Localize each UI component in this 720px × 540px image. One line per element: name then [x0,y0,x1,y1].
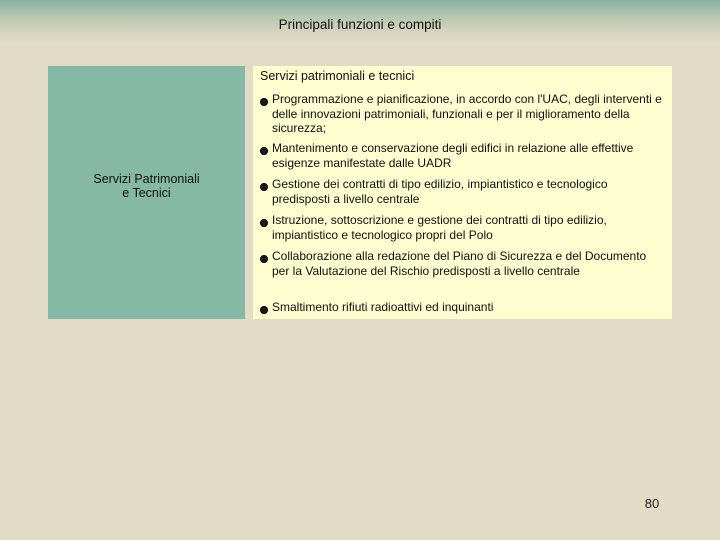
bullet-icon [260,147,268,155]
left-label-line1: Servizi Patrimoniali [93,172,200,186]
bullet-icon [260,219,268,227]
list-item [260,249,665,278]
bullet-icon [260,183,268,191]
list-item [260,177,665,206]
list-item [260,213,665,242]
bullet-icon [260,306,268,314]
left-label-line2: e Tecnici [122,186,171,200]
list-item-text: Collaborazione alla redazione del Piano di Sicurezza e del Documento per la Valutazione del Rischio predisposti a livello centrale [272,249,647,278]
page-number: 80 [644,496,660,511]
list-item [260,92,665,136]
list-item-text: Gestione dei contratti di tipo edilizio, impiantistico e tecnologico predisposti a livello centrale [272,177,608,206]
right-panel-heading: Servizi patrimoniali e tecnici [260,69,415,83]
left-panel-label [48,172,245,200]
page-title: Principali funzioni e compiti [278,17,442,32]
list-item-text: Istruzione, sottoscrizione e gestione dei contratti di tipo edilizio, impiantistico e tecnologico propri del Polo [272,213,607,242]
list-item-text: Smaltimento rifiuti radioattivi ed inquinanti [272,300,494,314]
list-item-text: Mantenimento e conservazione degli edifici in relazione alle effettive esigenze manifestate dalle UADR [272,141,634,170]
bullet-icon [260,98,268,106]
list-item [260,141,665,170]
list-item [260,300,665,315]
bullet-icon [260,255,268,263]
list-item-text: Programmazione e pianificazione, in accordo con l'UAC, degli interventi e delle innovazioni patrimoniali, funzionali e per il miglioramento della sicurezza; [272,92,662,135]
